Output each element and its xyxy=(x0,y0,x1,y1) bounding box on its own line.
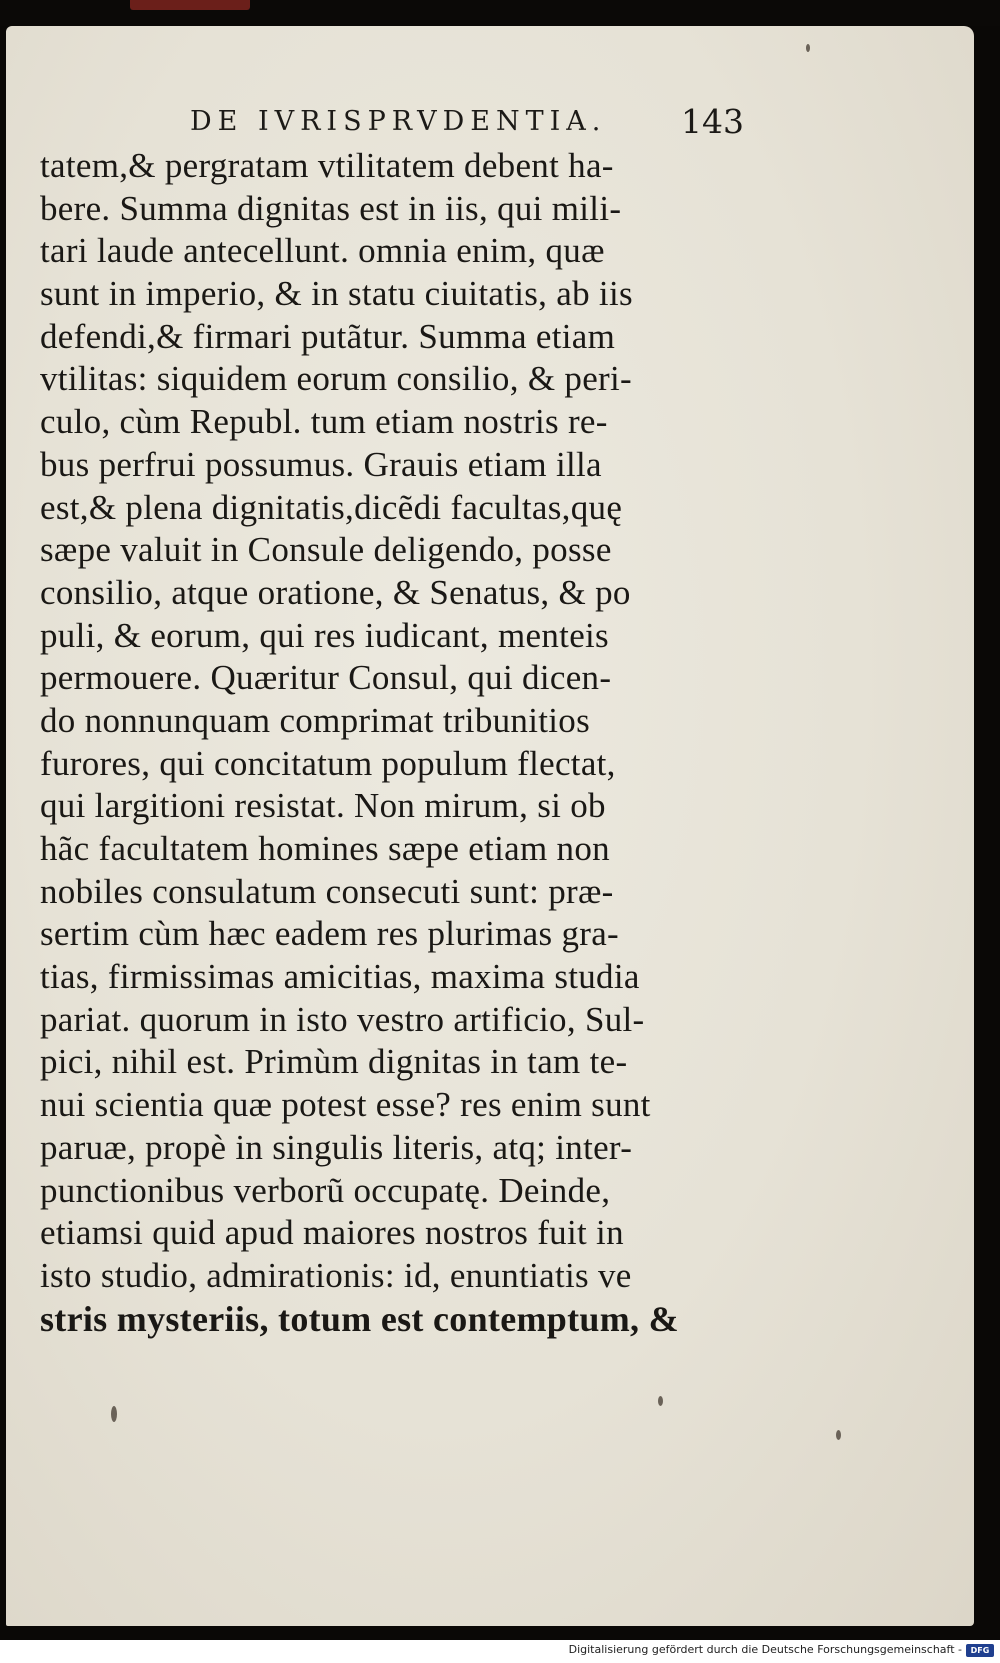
text-line: isto studio, admirationis: id, enuntiatis ve xyxy=(40,1255,632,1295)
text-line: culo, cùm Republ. tum etiam nostris re- xyxy=(40,402,608,442)
text-line: bus perfrui possumus. Grauis etiam illa xyxy=(40,444,602,484)
text-line: paruæ, propè in singulis literis, atq; inter- xyxy=(40,1127,633,1167)
text-line: sæpe valuit in Consule deligendo, posse xyxy=(40,530,612,570)
text-line: pariat. quorum in isto vestro artificio, Sul- xyxy=(40,999,645,1039)
bookmark-ribbon xyxy=(130,0,250,10)
text-line: sunt in imperio, & in statu ciuitatis, ab iis xyxy=(40,274,633,314)
page-number: 143 xyxy=(681,102,744,141)
funding-notice: Digitalisierung gefördert durch die Deutsche Forschungsgemeinschaft - xyxy=(568,1643,962,1656)
text-line: est,& plena dignitatis,dicẽdi facultas,quę xyxy=(40,487,623,527)
text-line: vtilitas: siquidem eorum consilio, & peri- xyxy=(40,359,632,399)
text-line: bere. Summa dignitas est in iis, qui mili- xyxy=(40,188,622,228)
text-line: defendi,& firmari putãtur. Summa etiam xyxy=(40,316,616,356)
text-line: stris mysteriis, totum est contemptum, & xyxy=(40,1298,679,1339)
text-line: pici, nihil est. Primùm dignitas in tam te- xyxy=(40,1042,628,1082)
text-line: furores, qui concitatum populum flectat, xyxy=(40,743,616,783)
text-line: qui largitioni resistat. Non mirum, si ob xyxy=(40,786,606,826)
text-line: tias, firmissimas amicitias, maxima studia xyxy=(40,957,640,997)
dfg-logo-icon[interactable]: DFG xyxy=(966,1644,994,1657)
text-line: consilio, atque oratione, & Senatus, & po xyxy=(40,572,631,612)
text-line: nobiles consulatum consecuti sunt: præ- xyxy=(40,871,614,911)
running-head: DE IVRISPRVDENTIA. xyxy=(190,106,607,137)
text-line: hãc facultatem homines sæpe etiam non xyxy=(40,829,610,868)
text-line: punctionibus verborũ occupatę. Deinde, xyxy=(40,1170,611,1210)
text-line: permouere. Quæritur Consul, qui dicen- xyxy=(40,658,612,698)
ink-speck xyxy=(836,1430,841,1440)
text-line: do nonnunquam comprimat tribunitios xyxy=(40,700,591,740)
text-line: sertim cùm hæc eadem res plurimas gra- xyxy=(40,914,619,954)
ink-speck xyxy=(806,44,810,52)
text-line: tatem,& pergratam vtilitatem debent ha- xyxy=(40,146,614,185)
ink-speck xyxy=(111,1406,117,1422)
text-line: tari laude antecellunt. omnia enim, quæ xyxy=(40,231,605,271)
text-line: etiamsi quid apud maiores nostros fuit in xyxy=(40,1213,624,1253)
ink-speck xyxy=(658,1396,663,1406)
text-line: puli, & eorum, qui res iudicant, menteis xyxy=(40,615,609,655)
body-text xyxy=(40,145,740,1340)
text-line: nui scientia quæ potest esse? res enim sunt xyxy=(40,1085,651,1125)
footer-bar xyxy=(0,1640,1000,1663)
